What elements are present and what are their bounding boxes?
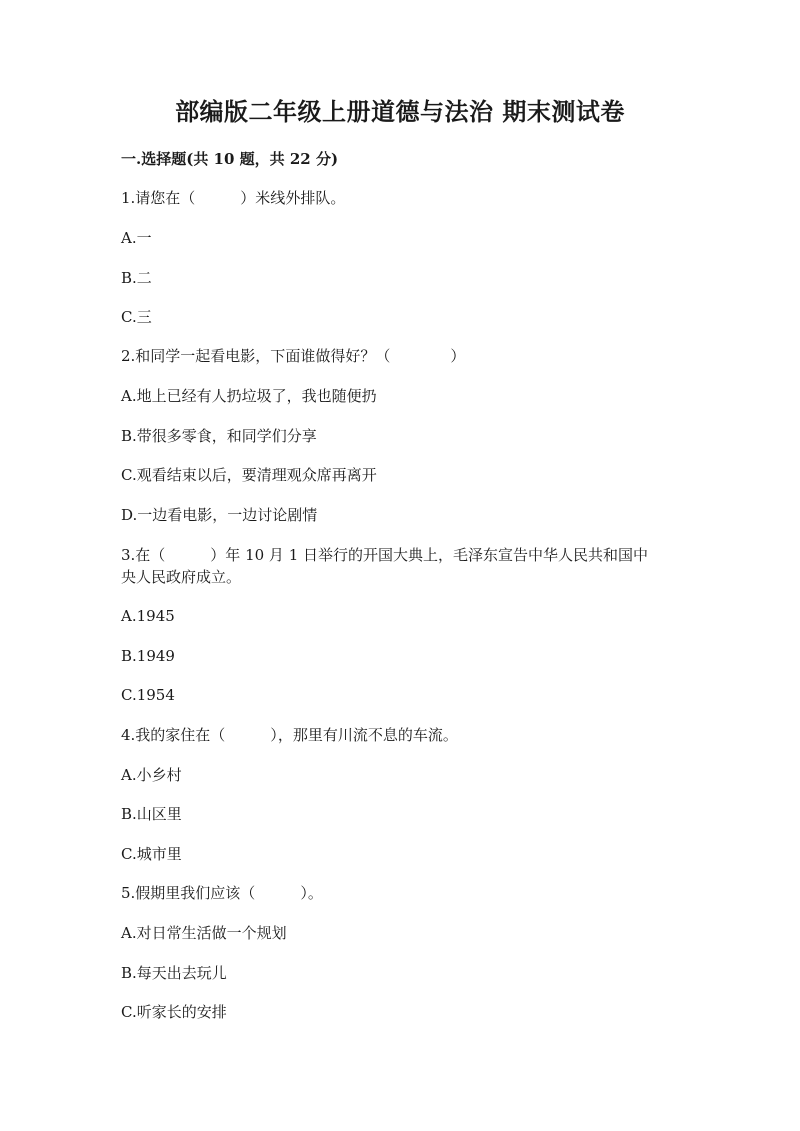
question-3-stem-line-2: 央人民政府成立。 bbox=[121, 568, 242, 586]
question-4-stem: 4.我的家住在（ ），那里有川流不息的车流。 bbox=[121, 726, 458, 744]
question-4-option-a: A.小乡村 bbox=[121, 766, 182, 784]
question-4-option-b: B.山区里 bbox=[121, 805, 182, 823]
question-4-option-c: C.城市里 bbox=[121, 845, 182, 863]
question-2-stem: 2.和同学一起看电影，下面谁做得好？（ ） bbox=[121, 347, 466, 365]
question-5-option-b: B.每天出去玩儿 bbox=[121, 964, 227, 982]
question-3-stem-line-1: 3.在（ ）年 10 月 1 日举行的开国大典上，毛泽东宣告中华人民共和国中 bbox=[121, 546, 649, 564]
question-2-option-d: D.一边看电影，一边讨论剧情 bbox=[121, 506, 318, 524]
question-5-stem: 5.假期里我们应该（ ）。 bbox=[121, 884, 323, 902]
question-5-option-c: C.听家长的安排 bbox=[121, 1003, 227, 1021]
question-3-option-b: B.1949 bbox=[121, 647, 175, 665]
question-2-option-c: C.观看结束以后，要清理观众席再离开 bbox=[121, 466, 377, 484]
question-1-stem: 1.请您在（ ）米线外排队。 bbox=[121, 189, 346, 207]
question-2-option-a: A.地上已经有人扔垃圾了，我也随便扔 bbox=[121, 387, 377, 405]
question-1-option-c: C.三 bbox=[121, 308, 152, 326]
question-2-option-b: B.带很多零食，和同学们分享 bbox=[121, 427, 317, 445]
question-1-option-a: A.一 bbox=[121, 229, 152, 247]
question-5-option-a: A.对日常生活做一个规划 bbox=[121, 924, 287, 942]
question-3-option-a: A.1945 bbox=[121, 607, 175, 625]
question-3-option-c: C.1954 bbox=[121, 686, 175, 704]
page-title: 部编版二年级上册道德与法治 期末测试卷 bbox=[175, 97, 625, 126]
section-heading: 一.选择题(共 10 题，共 22 分) bbox=[121, 150, 339, 168]
question-1-option-b: B.二 bbox=[121, 269, 152, 287]
